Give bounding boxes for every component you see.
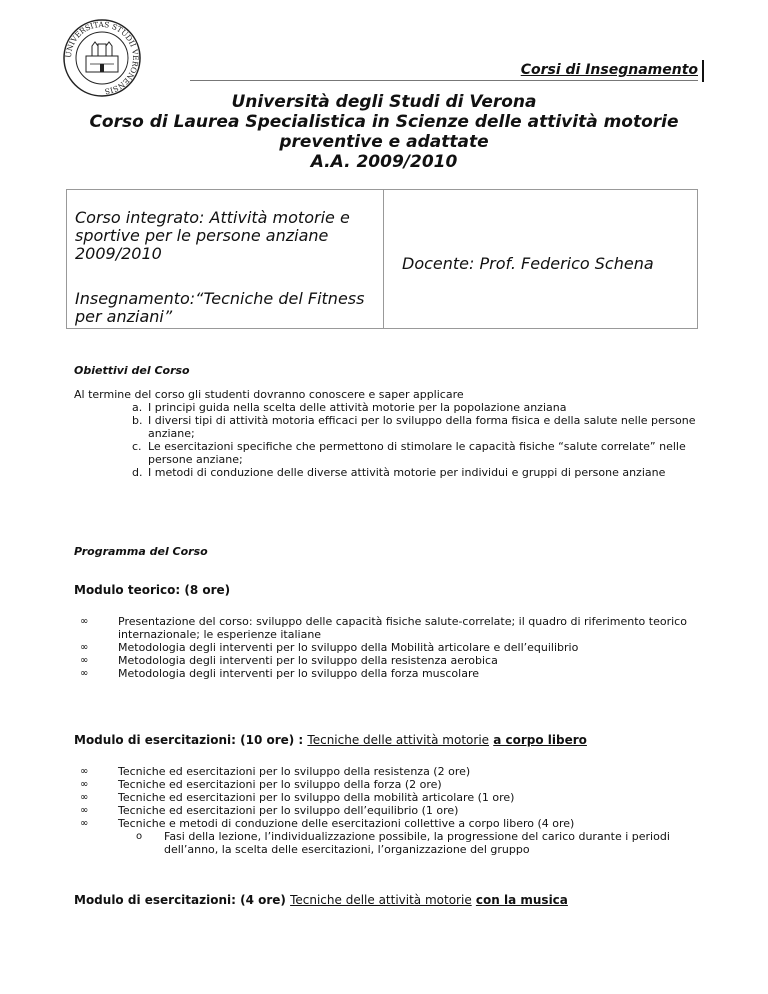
infinity-bullet-icon: ∞ bbox=[80, 655, 89, 666]
header-section-label: Corsi di Insegnamento bbox=[520, 62, 698, 78]
course-info-table bbox=[66, 189, 698, 329]
list-item-text: Tecniche ed esercitazioni per lo sviluppo della resistenza (2 ore) bbox=[118, 765, 471, 778]
title-line-4: A.A. 2009/2010 bbox=[310, 152, 458, 172]
svg-text:UNIVERSITAS STUDII VERONENSIS: UNIVERSITAS STUDII VERONENSIS bbox=[63, 19, 141, 96]
list-item bbox=[80, 765, 700, 778]
theory-module-heading: Modulo teorico: (8 ore) bbox=[74, 583, 231, 597]
program-heading: Programma del Corso bbox=[74, 545, 208, 558]
title-line-1: Università degli Studi di Verona bbox=[231, 92, 537, 112]
module-title: Modulo di esercitazioni: (4 ore) bbox=[74, 893, 286, 907]
objectives-heading: Obiettivi del Corso bbox=[74, 364, 190, 377]
list-item bbox=[120, 466, 700, 479]
list-item bbox=[80, 641, 700, 654]
objectives-intro: Al termine del corso gli studenti dovranno conoscere e saper applicare bbox=[74, 388, 464, 401]
infinity-bullet-icon: ∞ bbox=[80, 792, 89, 803]
infinity-bullet-icon: ∞ bbox=[80, 616, 89, 627]
infinity-bullet-icon: ∞ bbox=[80, 818, 89, 829]
table-divider bbox=[383, 190, 384, 328]
list-item-text: Fasi della lezione, l’individualizzazione possibile, la progressione del carico durante i periodi dell’anno, la scelta delle esercitazioni, l’organizzazione del gruppo bbox=[164, 830, 670, 856]
header-bar bbox=[702, 60, 704, 82]
document-title bbox=[60, 92, 708, 172]
list-item-text: Tecniche ed esercitazioni per lo sviluppo della forza (2 ore) bbox=[118, 778, 442, 791]
infinity-bullet-icon: ∞ bbox=[80, 779, 89, 790]
title-line-2: Corso di Laurea Specialistica in Scienze delle attività motorie bbox=[89, 112, 679, 132]
list-item bbox=[80, 615, 700, 641]
module-subtitle: Tecniche delle attività motorie bbox=[290, 893, 472, 907]
exercises-list bbox=[80, 765, 700, 856]
list-item bbox=[120, 401, 700, 414]
module-subtitle: Tecniche delle attività motorie bbox=[307, 733, 490, 747]
university-seal-icon bbox=[62, 18, 142, 98]
list-item-text: Presentazione del corso: sviluppo delle capacità fisiche salute-correlate; il quadro di riferimento teorico internazionale; le esperienze italiane bbox=[118, 615, 687, 641]
list-item-text: I principi guida nella scelta delle attività motorie per la popolazione anziana bbox=[148, 401, 567, 414]
module-emphasis: con la musica bbox=[475, 893, 568, 907]
infinity-bullet-icon: ∞ bbox=[80, 766, 89, 777]
list-item bbox=[80, 667, 700, 680]
list-item bbox=[120, 414, 700, 440]
list-marker: a. bbox=[132, 401, 143, 414]
infinity-bullet-icon: ∞ bbox=[80, 805, 89, 816]
teacher-name: Docente: Prof. Federico Schena bbox=[402, 254, 654, 273]
teaching-name: Insegnamento:“Tecniche del Fitness per anziani” bbox=[75, 289, 365, 326]
objectives-list bbox=[120, 401, 700, 479]
infinity-bullet-icon: ∞ bbox=[80, 642, 89, 653]
course-name: Corso integrato: Attività motorie e sportive per le persone anziane 2009/2010 bbox=[75, 208, 350, 263]
list-item-text: Tecniche e metodi di conduzione delle esercitazioni collettive a corpo libero (4 ore) bbox=[118, 817, 575, 830]
title-line-3: preventive e adattate bbox=[279, 132, 489, 152]
infinity-bullet-icon: ∞ bbox=[80, 668, 89, 679]
module-title: Modulo di esercitazioni: (10 ore) : bbox=[74, 733, 304, 747]
list-marker: c. bbox=[132, 440, 142, 453]
list-item-text: Metodologia degli interventi per lo sviluppo della forza muscolare bbox=[118, 667, 480, 680]
list-item bbox=[80, 804, 700, 817]
circle-bullet-icon: o bbox=[136, 831, 143, 842]
list-item bbox=[80, 817, 700, 830]
list-item bbox=[80, 791, 700, 804]
list-marker: d. bbox=[132, 466, 143, 479]
module-emphasis: a corpo libero bbox=[493, 733, 587, 747]
exercises-module-heading bbox=[74, 733, 587, 747]
list-item bbox=[80, 778, 700, 791]
music-module-heading bbox=[74, 893, 568, 907]
theory-list bbox=[80, 615, 700, 680]
list-item bbox=[120, 440, 700, 466]
list-item-text: I metodi di conduzione delle diverse attività motorie per individui e gruppi di persone anziane bbox=[148, 466, 666, 479]
list-item bbox=[80, 654, 700, 667]
header-rule bbox=[190, 80, 698, 81]
list-item-text: Tecniche ed esercitazioni per lo sviluppo della mobilità articolare (1 ore) bbox=[118, 791, 515, 804]
list-item-text: I diversi tipi di attività motoria efficaci per lo sviluppo della forma fisica e della salute nelle persone anziane; bbox=[148, 414, 696, 440]
list-marker: b. bbox=[132, 414, 143, 427]
list-item-text: Le esercitazioni specifiche che permettono di stimolare le capacità fisiche “salute correlate” nelle persone anziane; bbox=[148, 440, 686, 466]
sub-list-item bbox=[136, 830, 700, 856]
list-item-text: Tecniche ed esercitazioni per lo sviluppo dell’equilibrio (1 ore) bbox=[118, 804, 459, 817]
list-item-text: Metodologia degli interventi per lo sviluppo della Mobilità articolare e dell’equilibrio bbox=[118, 641, 579, 654]
list-item-text: Metodologia degli interventi per lo sviluppo della resistenza aerobica bbox=[118, 654, 498, 667]
